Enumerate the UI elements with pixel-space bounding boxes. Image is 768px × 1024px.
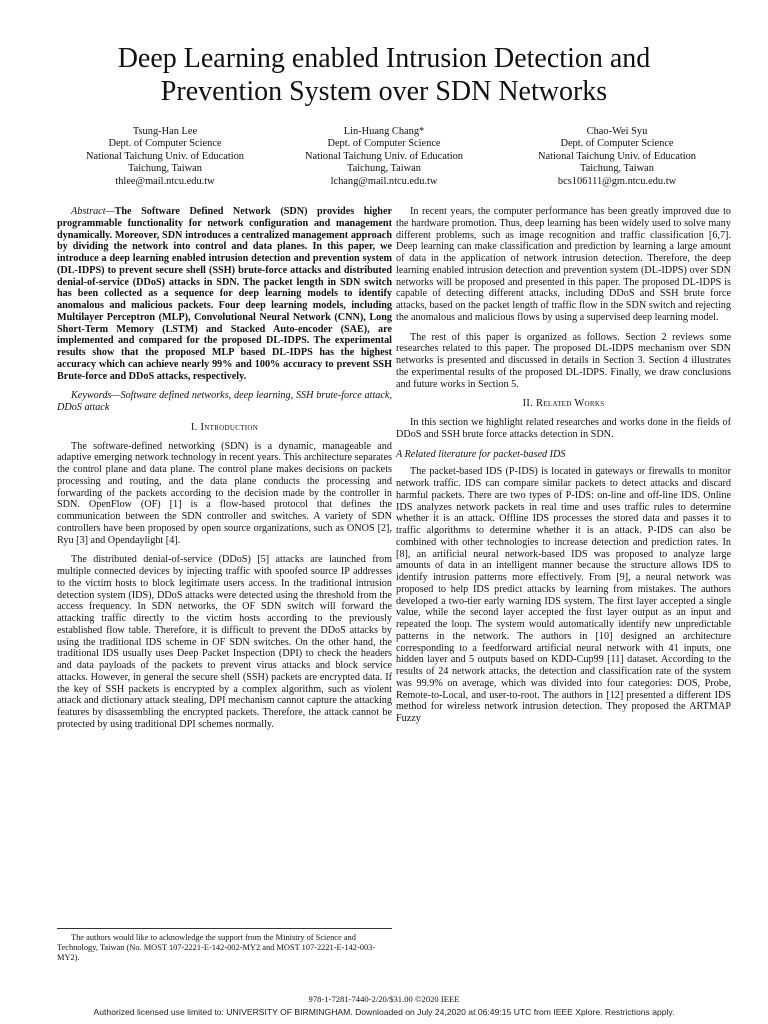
author-univ: National Taichung Univ. of Education xyxy=(538,150,696,162)
author-city: Taichung, Taiwan xyxy=(580,163,654,175)
author-univ: National Taichung Univ. of Education xyxy=(305,150,463,162)
paper-title xyxy=(40,42,728,108)
footnote-text: The authors would like to acknowledge the support from the Ministry of Science and Technology, Taiwan (No. MOST 107-2221-E-142-002-MY2 and MOST 107-2221-E-142-003-MY2). xyxy=(57,933,376,962)
keywords xyxy=(57,390,392,414)
keywords-lead: Keywords— xyxy=(71,390,121,402)
abstract xyxy=(57,206,392,382)
author-2 xyxy=(259,126,509,188)
author-univ: National Taichung Univ. of Education xyxy=(86,150,244,162)
author-dept: Dept. of Computer Science xyxy=(108,138,222,150)
abstract-lead: Abstract— xyxy=(71,206,115,217)
author-name: Lin-Huang Chang* xyxy=(343,126,425,137)
right-column xyxy=(396,206,731,733)
paragraph: In recent years, the computer performance has been greatly improved due to the hardware promotion. Thus, deep learning has been widely used to solve many different problems, such as image recognition and traffic classification [6,7]. Deep learning can make classification and prediction by learning a large amount of data in the application of network intrusion detection. Therefore, the deep learning enabled intrusion detection and prevention system (DL-IDPS) over SDN networks will be proposed and presented in this paper. The proposed DL-IDPS is capable of detecting different attacks, including DDoS and SSH brute force attacks, based on the packet length of traffic flow in the SDN switch and rejecting the anomalous and malicious flows by using a supervised deep learning model. xyxy=(396,206,731,323)
title-line-2: Prevention System over SDN Networks xyxy=(160,76,608,107)
keywords-text: Software defined networks, deep learning, SSH brute-force attack, DDoS attack xyxy=(57,390,392,413)
author-dept: Dept. of Computer Science xyxy=(560,138,674,150)
license-line: Authorized licensed use limited to: UNIVERSITY OF BIRMINGHAM. Downloaded on July 24,2020 at 06:49:15 UTC from IEEE Xplore. Restrictions apply. xyxy=(93,1007,675,1017)
author-3 xyxy=(492,126,742,188)
author-name: Tsung-Han Lee xyxy=(132,126,198,137)
paragraph: The packet-based IDS (P-IDS) is located in gateways or firewalls to monitor network traffic. IDS can compare similar packets to detect attacks and discard harmful packets. There are two types of P-IDS: on-line and off-line IDS. Online IDS analyzes network packets in real time and uses traffic rules to determine whether it is an attack. Offline IDS processes the stored data and passes it to traffic algorithms to determine whether it is an attack. P-IDS can also be combined with other technologies to increase detection and prediction rates. In [8], an artificial neural network-based IDS was proposed to analyze large amounts of data in an intelligent manner because the structure allows IDS to identify intrusion patterns more effectively. From [9], a neural network was proposed to help IDS predict attacks by learning from mistakes. The authors developed a two-tier early warning IDS system. The first layer accepted a single value, while the second layer accepted the first layer output as an input and repeated the loop. The system would automatically identify new unpredictable patterns in the network. The authors in [10] designed an architecture corresponding to a feedforward artificial neural network with 41 inputs, one hidden layer and 5 outputs based on KDD-Cup99 [11] dataset. According to the results of 24 network attacks, the detection and classification rate of the system was 99.9% on average, which was divided into four categories: DOS, Probe, Remote-to-Local, and user-to-root. The authors in [12] presented a different IDS method for wireless network intrusion detection. They proposed the ARTMAP Fuzzy xyxy=(396,466,731,724)
author-city: Taichung, Taiwan xyxy=(128,163,202,175)
author-email: lchang@mail.ntcu.edu.tw xyxy=(330,175,438,187)
footnote xyxy=(57,928,392,963)
left-column xyxy=(57,206,392,739)
paragraph: The software-defined networking (SDN) is a dynamic, manageable and adaptive emerging network technology in recent years. This architecture separates the control plane and data plane. The control plane makes decisions on packets processing and routing, and the data plane conducts the processing and forwarding of the packets according to the decision made by the controller in SDN. OpenFlow (OF) [1] is a flow-based protocol that defines the communication between the SDN controller and switches. A variety of SDN controllers have been proposed by open source organizations, such as ONOS [2], Ryu [3] and Opendaylight [4]. xyxy=(57,440,392,546)
paragraph: The rest of this paper is organized as follows. Section 2 reviews some researches related to this paper. The proposed DL-IDPS mechanism over SDN networks is presented and discussed in details in Section 3. Section 4 illustrates the experimental results of the proposed DL-IDPS. Finally, we draw conclusions and future works in Section 5. xyxy=(396,331,731,390)
author-email: thlee@mail.ntcu.edu.tw xyxy=(115,175,215,187)
author-email: bcs106111@gm.ntcu.edu.tw xyxy=(557,175,677,187)
paragraph: The distributed denial-of-service (DDoS) [5] attacks are launched from multiple connected devices by injecting traffic with spoofed source IP addresses to the victim hosts to block legitimate users access. In the traditional intrusion detection system (IDS), DDoS attacks were detected using the threshold from the access frequency. In SDN networks, the OF SDN switch will forward the attacking traffic directly to the victim hosts according to the previously established flow table. Therefore, it is difficult to prevent the DDoS attacks by using the traditional IDS scheme in OF SDN switches. On the other hand, the traditional IDS usually uses Deep Packet Inspection (DPI) to check the headers and data payloads of the packets to prevent virus attacks and block service attacks. However, in general the secure shell (SSH) packets are encrypted data. If the key of SSH packets is encrypted by a complex algorithm, such as violent attack and dictionary attack stealing, DPI mechanism cannot capture the attacking features by disassembling the encrypted packets. Therefore, the attack cannot be protected by using traditional DPI schemes normally. xyxy=(57,554,392,730)
isbn-line: 978-1-7281-7440-2/20/$31.00 ©2020 IEEE xyxy=(308,994,460,1004)
author-city: Taichung, Taiwan xyxy=(347,163,421,175)
author-1 xyxy=(40,126,290,188)
author-dept: Dept. of Computer Science xyxy=(327,138,441,150)
title-line-1: Deep Learning enabled Intrusion Detection and xyxy=(117,43,651,74)
author-name: Chao-Wei Syu xyxy=(586,126,648,137)
abstract-text: The Software Defined Network (SDN) provides higher programmable functionality for network configuration and management dynamically. Moreover, SDN introduces a centralized management approach by dividing the network into control and data planes. In this paper, we introduce a deep learning enabled intrusion detection and prevention system (DL-IDPS) to prevent secure shell (SSH) brute-force attacks and distributed denial-of-service (DDoS) attacks in SDN. The packet length in SDN switch has been collected as a sequence for deep learning models to identify anomalous and malicious packets. Four deep learning models, including Multilayer Perceptron (MLP), Convolutional Neural Network (CNN), Long Short-Term Memory (LSTM) and Stacked Auto-encoder (SAE), are implemented and compared for the proposed DL-IDPS. The experimental results show that the proposed MLP based DL-IDPS has the highest accuracy which can achieve nearly 99% and 100% accuracy to prevent SSH Brute-force and DDoS attacks, respectively. xyxy=(57,206,392,382)
section-heading-related-works: II. Related Works xyxy=(522,398,605,410)
section-heading-introduction: I. Introduction xyxy=(190,421,259,433)
subsection-heading: A Related literature for packet-based IDS xyxy=(396,448,566,460)
paragraph: In this section we highlight related researches and works done in the fields of DDoS and SSH brute force attacks detection in SDN. xyxy=(396,417,731,440)
